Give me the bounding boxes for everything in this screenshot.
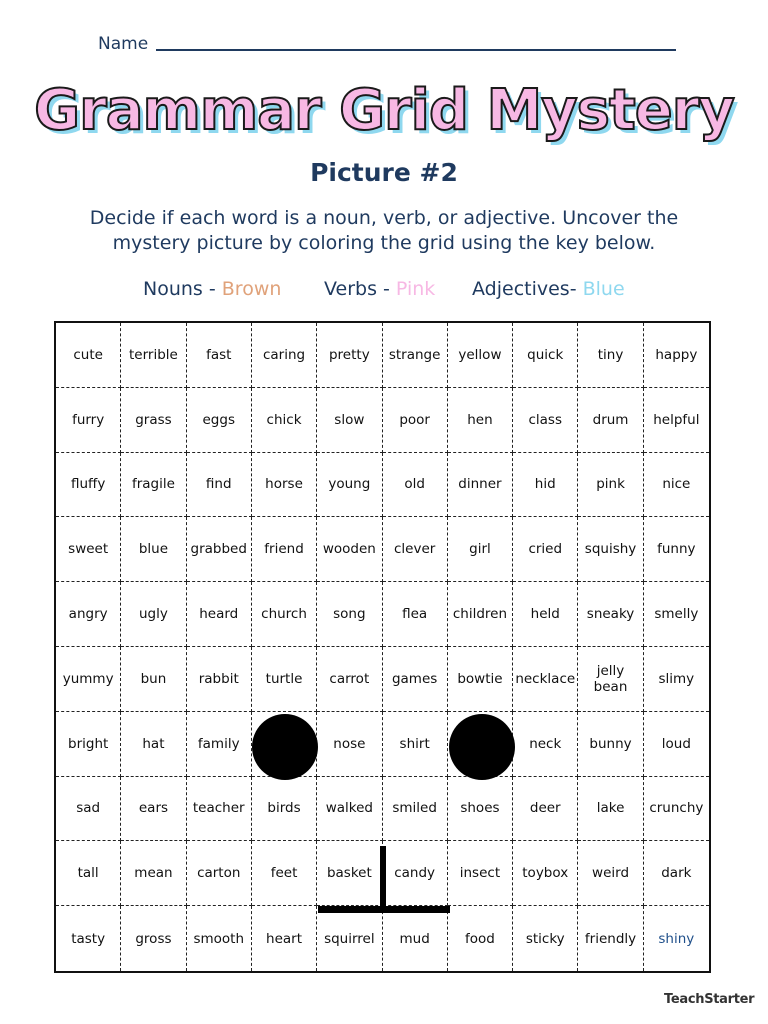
grid-cell[interactable]: heard (187, 582, 252, 647)
grid-cell[interactable]: horse (252, 453, 317, 518)
grid-cell[interactable]: song (317, 582, 382, 647)
grid-cell[interactable]: wooden (317, 517, 382, 582)
worksheet-subtitle: Picture #2 (310, 158, 458, 187)
grid-cell[interactable]: children (448, 582, 513, 647)
key-verbs (324, 278, 435, 300)
grid-cell[interactable]: neck (513, 712, 578, 777)
grid-cell[interactable]: smiled (383, 777, 448, 842)
grid-cell[interactable]: girl (448, 517, 513, 582)
grid-cell[interactable]: helpful (644, 388, 709, 453)
grid-cell[interactable]: smelly (644, 582, 709, 647)
mouth-vertical-line (380, 846, 386, 912)
grid-cell[interactable]: clever (383, 517, 448, 582)
grid-cell[interactable]: tiny (578, 323, 643, 388)
name-row (98, 28, 676, 54)
eye-left-shape (252, 714, 318, 780)
grid-cell[interactable]: flea (383, 582, 448, 647)
grid-cell[interactable]: blue (121, 517, 186, 582)
grid-cell[interactable]: birds (252, 777, 317, 842)
grid-cell[interactable]: mud (383, 906, 448, 971)
grid-cell[interactable]: furry (56, 388, 121, 453)
grid-cell[interactable]: chick (252, 388, 317, 453)
grid-cell[interactable]: angry (56, 582, 121, 647)
key-nouns-label: Nouns - (143, 278, 222, 300)
grid-cell[interactable]: squishy (578, 517, 643, 582)
grid-cell[interactable]: walked (317, 777, 382, 842)
grid-cell[interactable]: nose (317, 712, 382, 777)
grid-cell[interactable]: mean (121, 841, 186, 906)
teachstarter-logo: TeachStarter (664, 992, 755, 1007)
grid-cell[interactable]: slimy (644, 647, 709, 712)
grid-cell[interactable]: dinner (448, 453, 513, 518)
grid-cell[interactable]: old (383, 453, 448, 518)
grid-cell[interactable]: shoes (448, 777, 513, 842)
key-nouns-color: Brown (221, 278, 282, 300)
grid-cell[interactable]: drum (578, 388, 643, 453)
grid-cell[interactable]: happy (644, 323, 709, 388)
key-nouns (143, 278, 281, 300)
grid-cell[interactable]: ears (121, 777, 186, 842)
grid-cell[interactable]: nice (644, 453, 709, 518)
grid-cell[interactable]: sad (56, 777, 121, 842)
key-adjectives-label: Adjectives- (472, 278, 583, 300)
grid-cell[interactable]: smooth (187, 906, 252, 971)
grid-cell[interactable]: hid (513, 453, 578, 518)
grid-cell[interactable]: fast (187, 323, 252, 388)
name-label: Name (98, 34, 149, 54)
grid-cell[interactable]: poor (383, 388, 448, 453)
grid-cell[interactable]: bright (56, 712, 121, 777)
grid-cell[interactable]: shiny (658, 930, 695, 947)
grid-cell[interactable]: grabbed (187, 517, 252, 582)
grid-cell[interactable]: cried (513, 517, 578, 582)
key-verbs-color: Pink (395, 278, 436, 300)
grid-cell[interactable]: sweet (56, 517, 121, 582)
grid-cell[interactable]: squirrel (317, 906, 382, 971)
grid-cell[interactable]: pretty (317, 323, 382, 388)
grid-cell[interactable]: fluffy (56, 453, 121, 518)
grid-cell[interactable]: loud (644, 712, 709, 777)
grid-cell[interactable]: feet (252, 841, 317, 906)
grid-cell[interactable]: crunchy (644, 777, 709, 842)
grid-cell[interactable]: carton (187, 841, 252, 906)
grid-cell[interactable]: yellow (448, 323, 513, 388)
grid-cell[interactable]: hen (448, 388, 513, 453)
grid-cell[interactable]: grass (121, 388, 186, 453)
key-verbs-label: Verbs - (324, 278, 396, 300)
grid-cell[interactable]: weird (578, 841, 643, 906)
grid-cell[interactable]: hat (121, 712, 186, 777)
key-adjectives (472, 278, 625, 300)
grid-cell[interactable]: lake (578, 777, 643, 842)
grid-cell[interactable]: fragile (121, 453, 186, 518)
grid-cell[interactable]: games (383, 647, 448, 712)
instructions: Decide if each word is a noun, verb, or adjective. Uncover the mystery picture by coloring the grid using the key below. (89, 207, 679, 254)
grid-cell[interactable]: heart (252, 906, 317, 971)
grid-cell[interactable]: funny (644, 517, 709, 582)
key-adjectives-color: Blue (582, 278, 625, 300)
color-key (0, 278, 768, 302)
grid-cell[interactable]: strange (383, 323, 448, 388)
grid-cell[interactable]: basket (317, 841, 382, 906)
grid-cell[interactable]: class (513, 388, 578, 453)
grid-cell[interactable]: necklace (513, 647, 578, 712)
grid-cell[interactable]: shirt (383, 712, 448, 777)
name-line[interactable] (156, 49, 676, 51)
grid-cell[interactable]: candy (383, 841, 448, 906)
grid-cell[interactable]: gross (121, 906, 186, 971)
grid-cell[interactable]: rabbit (187, 647, 252, 712)
grid-cell[interactable]: yummy (56, 647, 121, 712)
grid-cell[interactable]: cute (56, 323, 121, 388)
grid-cell[interactable]: young (317, 453, 382, 518)
grid-cell[interactable]: insect (448, 841, 513, 906)
grid-cell[interactable]: slow (317, 388, 382, 453)
grid-cell[interactable]: jelly bean (578, 647, 643, 712)
eye-right-shape (449, 714, 515, 780)
grid-cell[interactable]: church (252, 582, 317, 647)
grid-cell[interactable]: carrot (317, 647, 382, 712)
grid-cell[interactable]: bun (121, 647, 186, 712)
grid-cell[interactable]: teacher (187, 777, 252, 842)
grid-cell[interactable]: family (187, 712, 252, 777)
grid-cell[interactable]: tall (56, 841, 121, 906)
grid-cell[interactable]: sticky (513, 906, 578, 971)
grid-cell[interactable]: pink (578, 453, 643, 518)
grid-cell[interactable]: turtle (252, 647, 317, 712)
worksheet-title: Grammar Grid Mystery (34, 78, 734, 143)
grid-cell[interactable]: quick (513, 323, 578, 388)
grid-cell[interactable]: sneaky (578, 582, 643, 647)
grid-cell[interactable]: find (187, 453, 252, 518)
grid-cell[interactable]: terrible (121, 323, 186, 388)
grid-cell[interactable]: dark (644, 841, 709, 906)
grid-cell[interactable]: toybox (513, 841, 578, 906)
grid-cell[interactable]: ugly (121, 582, 186, 647)
grid-cell[interactable]: eggs (187, 388, 252, 453)
grid-cell[interactable]: food (448, 906, 513, 971)
grid-cell[interactable]: tasty (56, 906, 121, 971)
grid-cell[interactable]: held (513, 582, 578, 647)
grid-cell[interactable]: bowtie (448, 647, 513, 712)
grid-cell[interactable]: friendly (578, 906, 643, 971)
grid-cell[interactable]: deer (513, 777, 578, 842)
grid-cell[interactable]: friend (252, 517, 317, 582)
mouth-horizontal-line (318, 906, 450, 913)
grid-cell[interactable]: caring (252, 323, 317, 388)
grid-cell[interactable]: bunny (578, 712, 643, 777)
